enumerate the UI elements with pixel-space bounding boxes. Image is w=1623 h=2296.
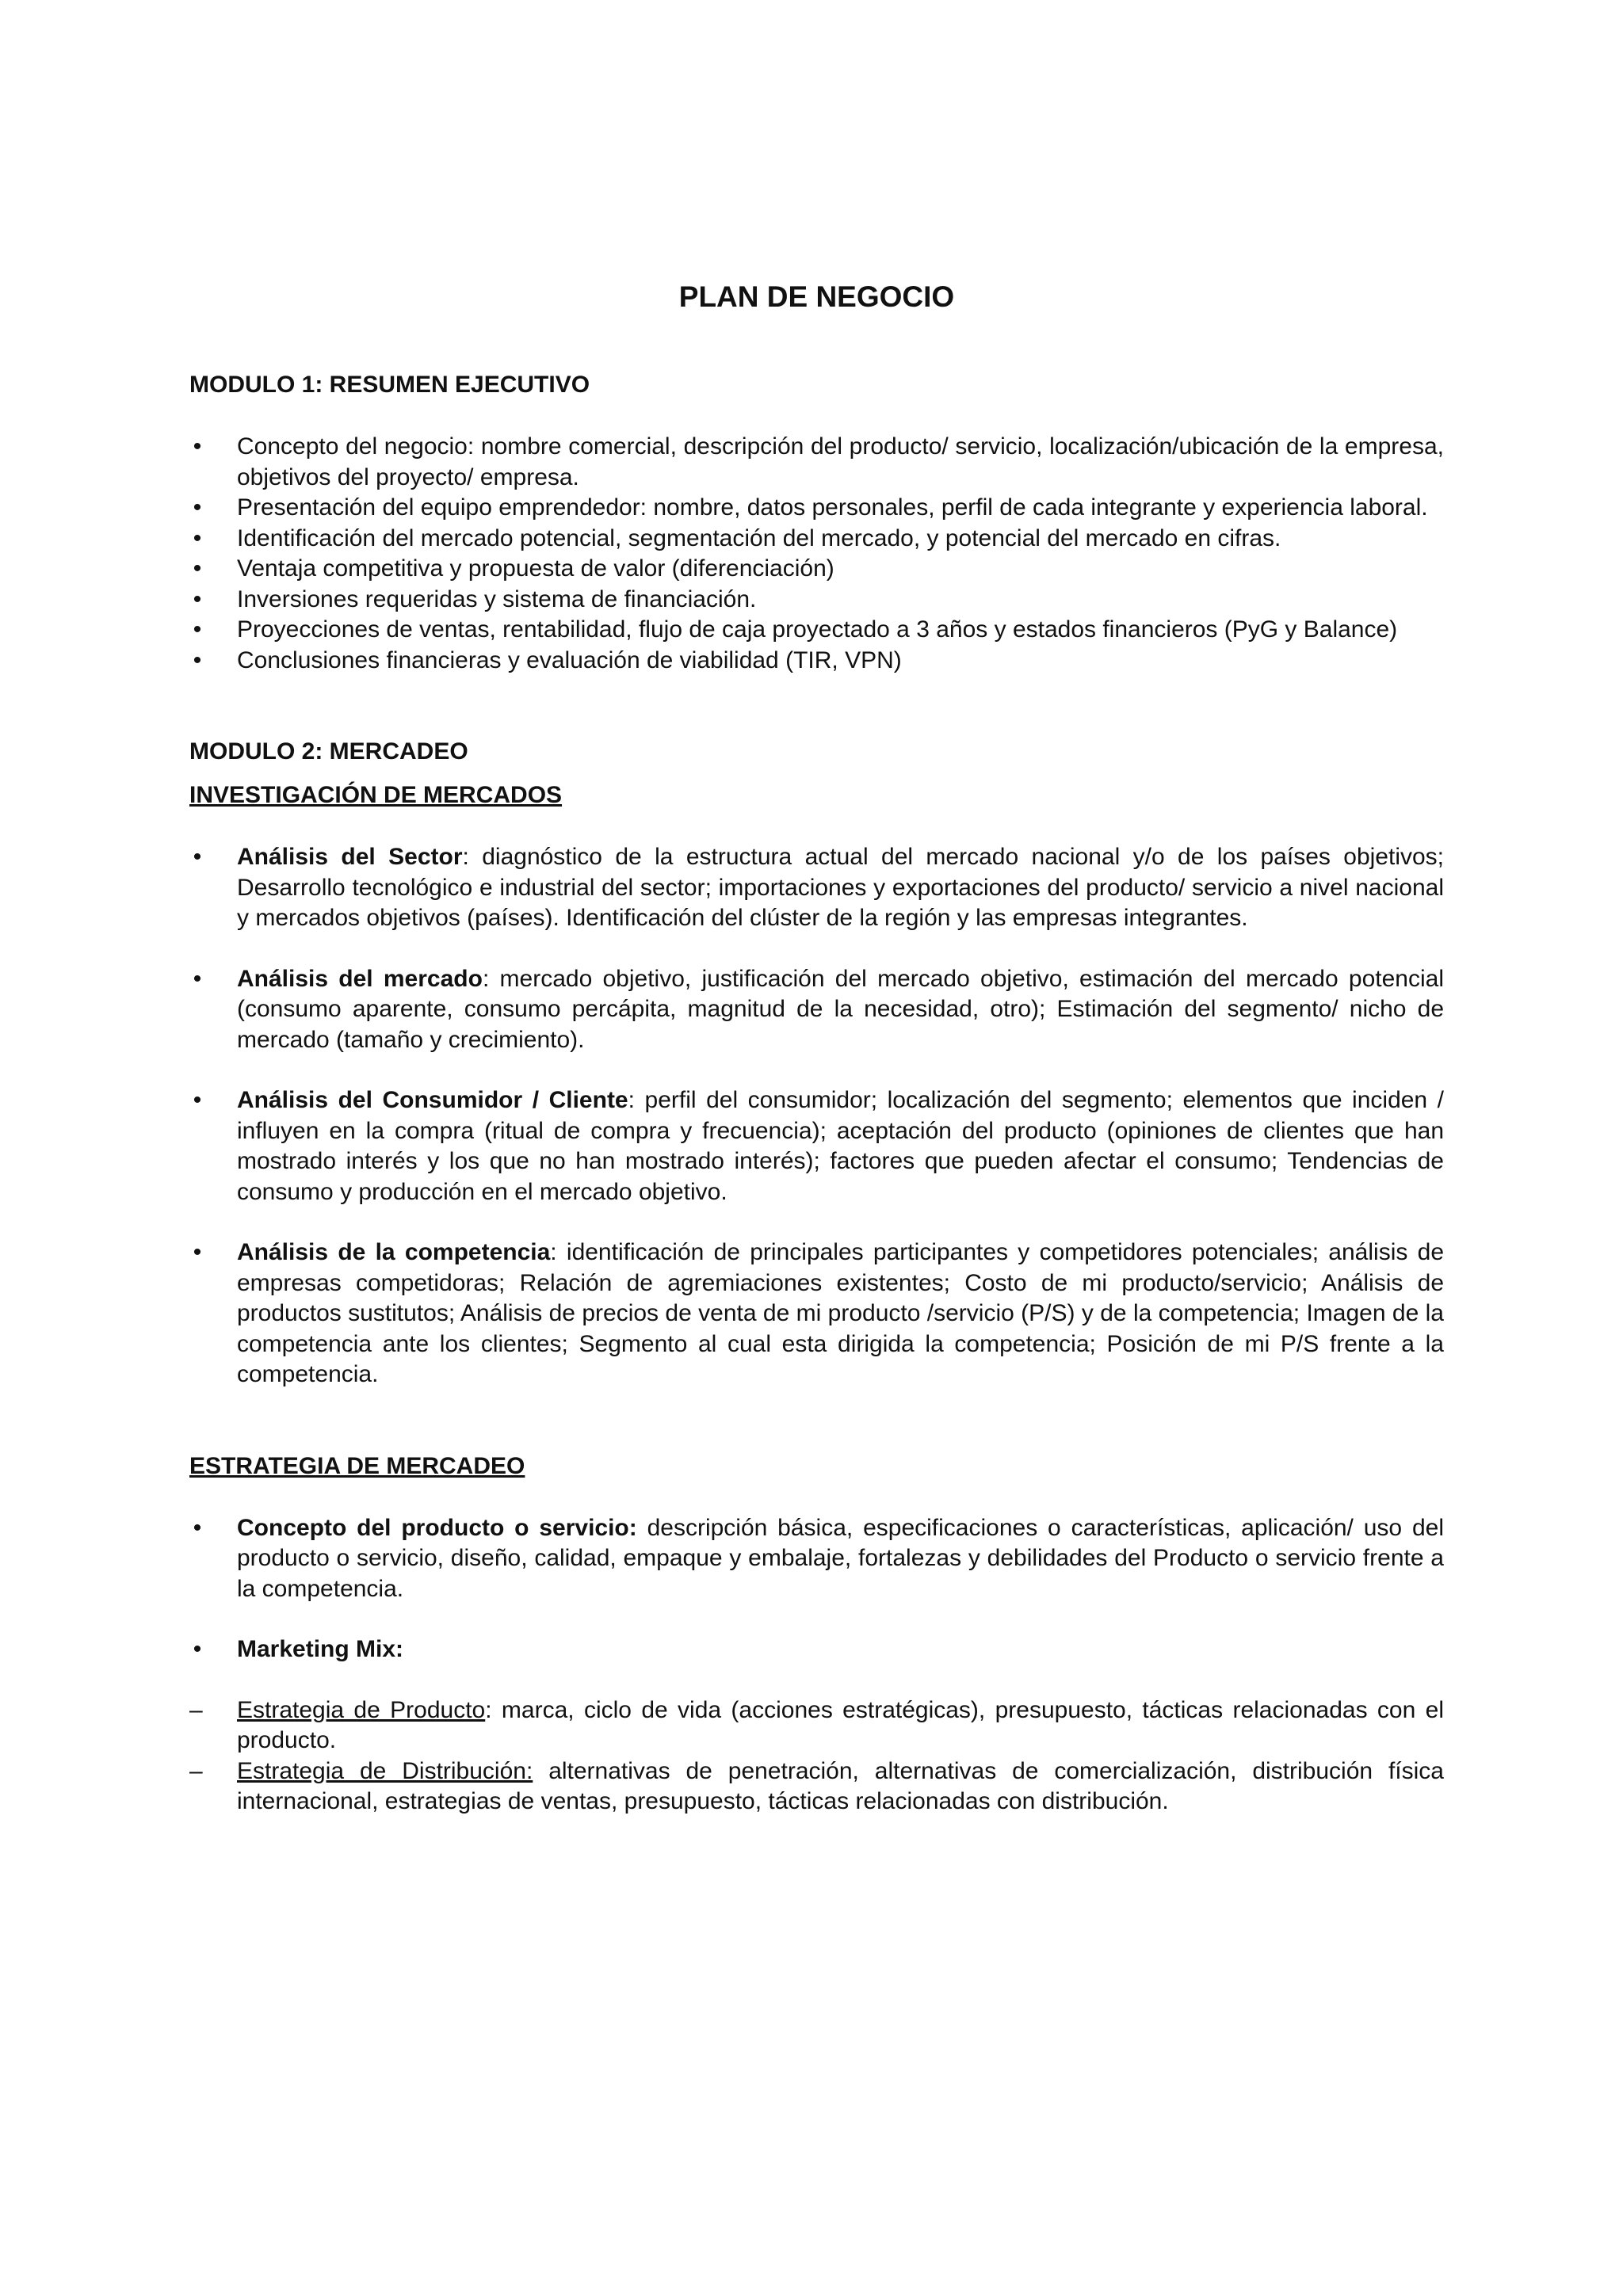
list-item (189, 554, 1444, 585)
bullet-icon: • (193, 585, 202, 612)
item-text: : marca, ciclo de vida (acciones estratégicas), presupuesto, tácticas relacionadas con el producto. (237, 1696, 1445, 1753)
bullet-icon: • (193, 646, 202, 673)
list-item-text: Ventaja competitiva y propuesta de valor (diferenciación) (237, 555, 834, 582)
list-item-text: Conclusiones financieras y evaluación de viabilidad (TIR, VPN) (237, 646, 902, 673)
module-1-list (189, 432, 1444, 676)
list-item (189, 646, 1444, 677)
item-label: Estrategia de Distribución: (237, 1757, 533, 1784)
bullet-icon: • (193, 616, 202, 643)
item-label: Análisis del Sector (237, 844, 463, 870)
investigacion-list-3 (189, 1085, 1444, 1207)
item-label: Análisis de la competencia (237, 1239, 551, 1265)
item-text: : diagnóstico de la estructura actual del mercado nacional y/o de los países objetivos; Desarrollo tecnológico e industrial del sector; importaciones y exportaciones del producto/ servicio a nivel nacional y mercados objetivos (países). Identificación del clúster de la región y las empresas integrantes. (237, 844, 1444, 931)
item-text: : identificación de principales participantes y competidores potenciales; análisis de empresas competidoras; Relación de agremiaciones existentes; Costo de mi producto/servicio; Análisis de productos sustitutos; Análisis de precios de venta de mi producto /servicio (P/S) y de la competencia; Imagen de la competencia ante los clientes; Segmento al cual esta dirigida la competencia; Posición de mi P/S frente a la competencia. (237, 1239, 1444, 1387)
list-item (189, 842, 1444, 934)
bullet-icon: • (193, 844, 202, 870)
list-item (189, 1513, 1444, 1605)
list-item (189, 1695, 1444, 1756)
bullet-icon: • (193, 433, 202, 460)
list-item-text: Presentación del equipo emprendedor: nombre, datos personales, perfil de cada integrante y experiencia laboral. (237, 494, 1428, 521)
list-item (189, 964, 1444, 1056)
list-item (189, 1085, 1444, 1207)
bullet-icon: • (193, 1636, 202, 1662)
list-item (189, 1238, 1444, 1390)
item-label: Concepto del producto o servicio: (237, 1514, 637, 1541)
list-item-text: Inversiones requeridas y sistema de financiación. (237, 585, 757, 612)
page-title: PLAN DE NEGOCIO (678, 280, 955, 313)
list-item (189, 493, 1444, 524)
list-item-text: Identificación del mercado potencial, segmentación del mercado, y potencial del mercado en cifras. (237, 524, 1281, 551)
investigacion-list-4 (189, 1238, 1444, 1390)
dash-icon: – (189, 1757, 203, 1784)
item-text: : mercado objetivo, justificación del mercado objetivo, estimación del mercado potencial (consumo aparente, consumo percápita, magnitud de la necesidad, otro); Estimación del segmento/ nicho de mercado (tamaño y crecimiento). (237, 965, 1445, 1053)
list-item (189, 524, 1444, 555)
list-item-text: Concepto del negocio: nombre comercial, descripción del producto/ servicio, localización/ubicación de la empresa, objetivos del proyecto/ empresa. (237, 433, 1444, 490)
marketing-mix-list (189, 1634, 1444, 1665)
investigacion-list-2 (189, 964, 1444, 1056)
list-item (189, 1756, 1444, 1817)
mix-strategies-list (189, 1695, 1444, 1817)
module-1-title: MODULO 1: RESUMEN EJECUTIVO (189, 372, 590, 398)
bullet-icon: • (193, 524, 202, 551)
list-item (189, 615, 1444, 646)
list-item (189, 585, 1444, 616)
list-item-text: Proyecciones de ventas, rentabilidad, flujo de caja proyectado a 3 años y estados financieros (PyG y Balance) (237, 616, 1398, 643)
bullet-icon: • (193, 494, 202, 521)
investigacion-title: INVESTIGACIÓN DE MERCADOS (189, 782, 563, 808)
item-label: Estrategia de Producto (237, 1696, 486, 1723)
item-text: : perfil del consumidor; localización del segmento; elementos que inciden / influyen en la compra (ritual de compra y frecuencia); aceptación del producto (opiniones de clientes que han mostrado interés y los que no han mostrado interés); factores que pueden afectar el consumo; Tendencias de consumo y producción en el mercado objetivo. (237, 1087, 1445, 1205)
document-page (189, 279, 1444, 1817)
item-label: Análisis del mercado (237, 965, 483, 992)
investigacion-list (189, 842, 1444, 934)
estrategia-list (189, 1513, 1444, 1605)
bullet-icon: • (193, 1239, 202, 1265)
list-item (189, 432, 1444, 493)
module-2-title: MODULO 2: MERCADEO (189, 738, 468, 765)
dash-icon: – (189, 1696, 203, 1723)
bullet-icon: • (193, 555, 202, 582)
item-label: Marketing Mix: (237, 1636, 404, 1662)
bullet-icon: • (193, 1514, 202, 1541)
bullet-icon: • (193, 1087, 202, 1113)
bullet-icon: • (193, 965, 202, 992)
estrategia-title: ESTRATEGIA DE MERCADEO (189, 1452, 525, 1479)
item-text: alternativas de penetración, alternativas de comercialización, distribución física internacional, estrategias de ventas, presupuesto, tácticas relacionadas con distribución. (237, 1757, 1444, 1814)
item-label: Análisis del Consumidor / Cliente (237, 1087, 628, 1113)
item-text: descripción básica, especificaciones o características, aplicación/ uso del producto o servicio, diseño, calidad, empaque y embalaje, fortalezas y debilidades del Producto o servicio frente a la competencia. (237, 1514, 1444, 1602)
list-item (189, 1634, 1444, 1665)
